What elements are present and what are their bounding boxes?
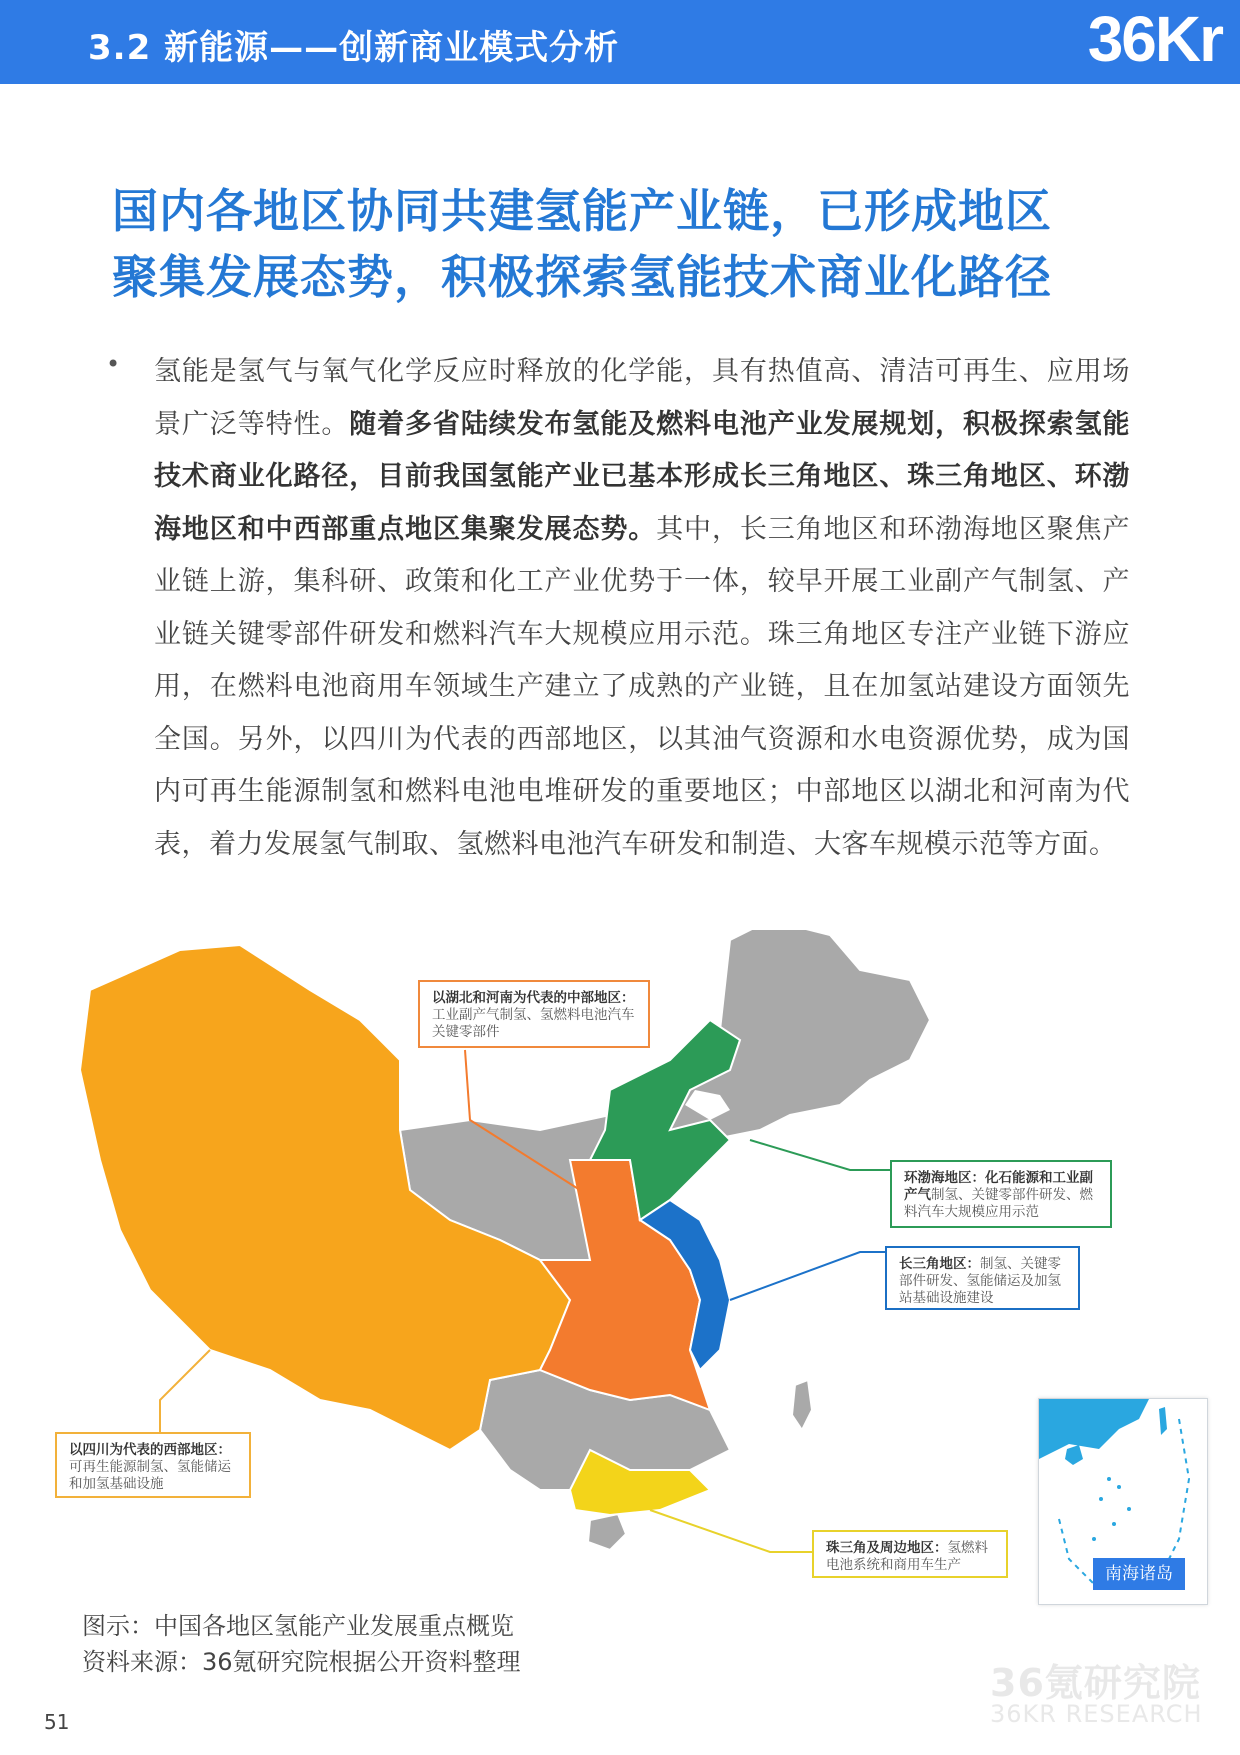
page-title	[112, 178, 1162, 310]
callout-central-desc: 工业副产气制氢、氢燃料电池汽车关键零部件	[432, 1007, 635, 1040]
map-region-hainan	[588, 1514, 626, 1550]
leader-line-prd	[650, 1510, 812, 1552]
leader-line-west	[160, 1350, 210, 1432]
watermark-en: 36KR RESEARCH	[990, 1700, 1203, 1728]
callout-prd-title: 珠三角及周边地区：	[826, 1540, 948, 1556]
figure-caption	[82, 1608, 521, 1680]
inset-label: 南海诸岛	[1093, 1558, 1185, 1590]
callout-prd-desc: 氢燃料电池系统和商用车生产	[826, 1540, 988, 1573]
caption-source: 资料来源：36氪研究院根据公开资料整理	[82, 1648, 521, 1676]
brand-logo: 36Kr	[1087, 3, 1222, 75]
paragraph-detail: 其中，长三角地区和环渤海地区聚焦产业链上游，集科研、政策和化工产业优势于一体，较早开展工业副产气制氢、产业链关键零部件研发和燃料汽车大规模应用示范。珠三角地区专注产业链下游应用，在燃料电池商用车领域生产建立了成熟的产业链，且在加氢站建设方面领先全国。另外，以四川为代表的西部地区，以其油气资源和水电资源优势，成为国内可再生能源制氢和燃料电池电堆研发的重要地区；中部地区以湖北和河南为代表，着力发展氢气制取、氢燃料电池汽车研发和制造、大客车规模示范等方面。	[154, 513, 1131, 860]
watermark-cn: 36氪研究院	[990, 1661, 1201, 1705]
callout-west-desc: 可再生能源制氢、氢能储运和加氢基础设施	[69, 1459, 231, 1492]
leader-line-bohai	[750, 1140, 890, 1170]
callout-bohai-region	[890, 1160, 1112, 1228]
callout-yrd-title: 长三角地区：	[899, 1256, 980, 1272]
paragraph-intro: 氢能是氢气与氧气化学反应时释放的化学能，具有热值高、清洁可再生、应用场景广泛等特性。	[154, 356, 1130, 440]
page-number: 51	[44, 1710, 70, 1734]
callout-central-title: 以湖北和河南为代表的中部地区：	[432, 990, 635, 1006]
page-title-line-1: 国内各地区协同共建氢能产业链，已形成地区	[112, 184, 1052, 238]
bullet-marker: •	[106, 350, 121, 378]
leader-line-yrd	[730, 1252, 885, 1300]
callout-bohai-desc: 制氢、关键零部件研发、燃料汽车大规模应用示范	[904, 1187, 1093, 1220]
page-title-line-2: 聚集发展态势，积极探索氢能技术商业化路径	[112, 250, 1052, 304]
body-paragraph	[154, 346, 1130, 871]
callout-bohai-title: 环渤海地区：化石能源和工业副产气	[904, 1170, 1093, 1203]
map-region-taiwan	[792, 1380, 812, 1430]
section-title: 3.2 新能源——创新商业模式分析	[88, 28, 620, 68]
caption-line-1: 图示：中国各地区氢能产业发展重点概览	[82, 1612, 514, 1640]
callout-yangtze-delta	[885, 1246, 1080, 1310]
callout-west-region	[55, 1432, 251, 1498]
paragraph-highlight: 随着多省陆续发布氢能及燃料电池产业发展规划，积极探索氢能技术商业化路径，目前我国氢能产业已基本形成长三角地区、珠三角地区、环渤海地区和中西部重点地区集聚发展态势。	[154, 408, 1131, 545]
callout-pearl-river	[812, 1530, 1008, 1578]
callout-west-title: 以四川为代表的西部地区：	[69, 1442, 231, 1458]
callout-yrd-desc: 制氢、关键零部件研发、氢能储运及加氢站基础设施建设	[899, 1256, 1061, 1306]
callout-central-region	[418, 980, 650, 1048]
